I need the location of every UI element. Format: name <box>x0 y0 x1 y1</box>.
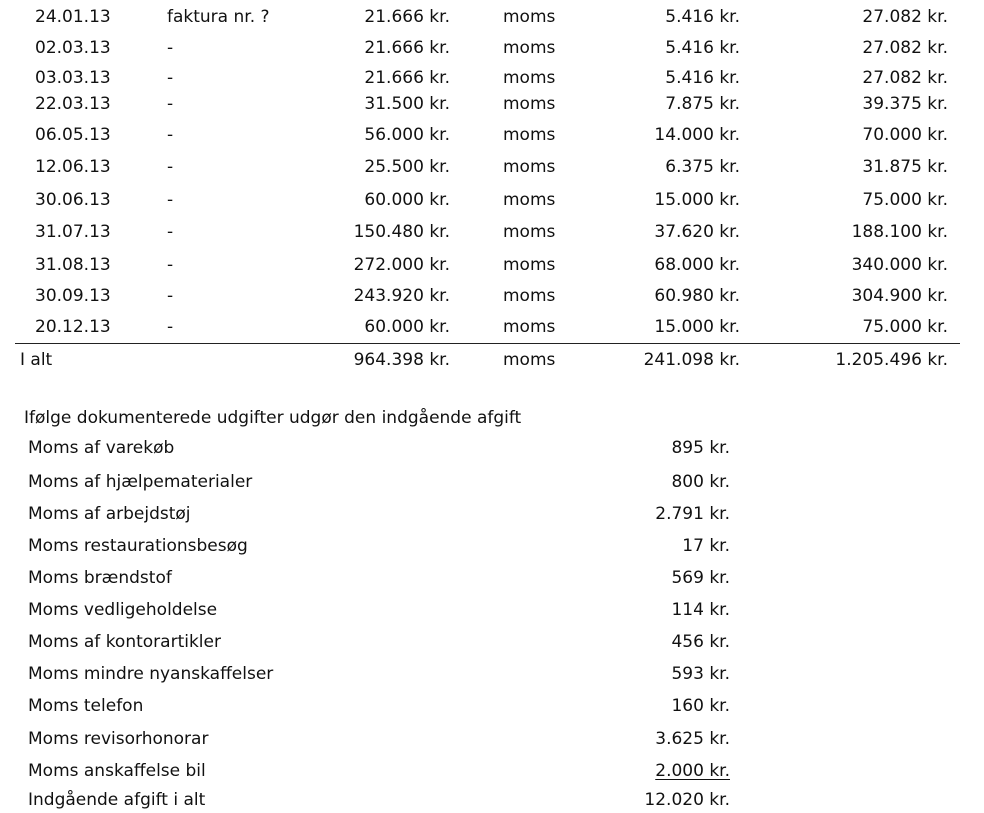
invoice-reference: - <box>167 286 174 306</box>
invoice-reference: - <box>167 255 174 275</box>
invoice-row <box>0 65 984 91</box>
invoice-date: 31.08.13 <box>35 255 111 275</box>
expense-row <box>0 661 984 687</box>
expense-amount: 456 kr. <box>671 632 730 652</box>
invoice-amount: 21.666 kr. <box>364 7 450 27</box>
invoice-date: 02.03.13 <box>35 38 111 58</box>
invoice-total: 75.000 kr. <box>862 317 948 337</box>
expense-row <box>0 597 984 623</box>
expense-amount: 2.000 kr. <box>655 761 730 781</box>
invoice-reference: - <box>167 125 174 145</box>
invoice-row <box>0 4 984 30</box>
invoice-amount: 21.666 kr. <box>364 38 450 58</box>
expense-amount: 895 kr. <box>671 438 730 458</box>
total-amount: 964.398 kr. <box>353 350 450 370</box>
expense-row <box>0 629 984 655</box>
invoice-total: 70.000 kr. <box>862 125 948 145</box>
invoice-date: 03.03.13 <box>35 68 111 88</box>
expense-label: Moms mindre nyanskaffelser <box>28 664 274 684</box>
invoice-row <box>0 91 984 117</box>
invoice-total: 27.082 kr. <box>862 7 948 27</box>
invoice-reference: faktura nr. ? <box>167 7 270 27</box>
expense-amount: 2.791 kr. <box>655 504 730 524</box>
expense-amount: 17 kr. <box>682 536 730 556</box>
expense-amount: 3.625 kr. <box>655 729 730 749</box>
invoice-date: 24.01.13 <box>35 7 111 27</box>
expense-label: Moms revisorhonorar <box>28 729 209 749</box>
invoice-moms-label: moms <box>503 68 556 88</box>
expense-amount: 114 kr. <box>671 600 730 620</box>
invoice-amount: 150.480 kr. <box>353 222 450 242</box>
total-moms-label: moms <box>503 350 556 370</box>
invoice-moms-label: moms <box>503 255 556 275</box>
invoice-moms-label: moms <box>503 38 556 58</box>
expense-label: Moms af varekøb <box>28 438 175 458</box>
invoice-moms-label: moms <box>503 286 556 306</box>
invoice-amount: 56.000 kr. <box>364 125 450 145</box>
invoice-amount: 272.000 kr. <box>353 255 450 275</box>
expense-amount: 593 kr. <box>671 664 730 684</box>
expense-label: Moms vedligeholdelse <box>28 600 218 620</box>
invoice-vat: 5.416 kr. <box>665 68 740 88</box>
invoice-total: 304.900 kr. <box>851 286 948 306</box>
grand-total: 1.205.496 kr. <box>835 350 948 370</box>
invoice-vat: 60.980 kr. <box>654 286 740 306</box>
invoice-total: 75.000 kr. <box>862 190 948 210</box>
invoice-vat: 14.000 kr. <box>654 125 740 145</box>
invoice-moms-label: moms <box>503 190 556 210</box>
invoice-amount: 243.920 kr. <box>353 286 450 306</box>
expense-label: Moms restaurationsbesøg <box>28 536 248 556</box>
invoice-moms-label: moms <box>503 222 556 242</box>
invoice-row <box>0 283 984 309</box>
expense-amount: 800 kr. <box>671 472 730 492</box>
invoice-vat: 5.416 kr. <box>665 7 740 27</box>
expense-row <box>0 565 984 591</box>
invoice-total: 27.082 kr. <box>862 38 948 58</box>
invoice-amount: 60.000 kr. <box>364 190 450 210</box>
expense-row <box>0 758 984 784</box>
expense-row <box>0 501 984 527</box>
invoice-total: 340.000 kr. <box>851 255 948 275</box>
invoice-amount: 31.500 kr. <box>364 94 450 114</box>
invoice-total-row <box>0 347 984 373</box>
invoice-reference: - <box>167 317 174 337</box>
input-vat-total-label: Indgående afgift i alt <box>28 790 206 810</box>
expense-row <box>0 693 984 719</box>
total-vat: 241.098 kr. <box>643 350 740 370</box>
invoice-vat: 37.620 kr. <box>654 222 740 242</box>
expense-row <box>0 726 984 752</box>
invoice-reference: - <box>167 222 174 242</box>
expense-label: Moms af hjælpematerialer <box>28 472 253 492</box>
invoice-row <box>0 252 984 278</box>
invoice-vat: 15.000 kr. <box>654 190 740 210</box>
invoice-amount: 21.666 kr. <box>364 68 450 88</box>
invoice-total: 39.375 kr. <box>862 94 948 114</box>
invoice-vat: 7.875 kr. <box>665 94 740 114</box>
total-label: I alt <box>20 350 53 370</box>
expense-amount: 160 kr. <box>671 696 730 716</box>
invoice-date: 31.07.13 <box>35 222 111 242</box>
invoice-row <box>0 219 984 245</box>
expense-amount: 569 kr. <box>671 568 730 588</box>
invoice-reference: - <box>167 68 174 88</box>
invoice-date: 06.05.13 <box>35 125 111 145</box>
expense-row <box>0 435 984 461</box>
invoice-row <box>0 314 984 340</box>
invoice-date: 30.09.13 <box>35 286 111 306</box>
input-vat-total-row <box>0 787 984 813</box>
invoice-total: 31.875 kr. <box>862 157 948 177</box>
invoice-moms-label: moms <box>503 125 556 145</box>
invoice-reference: - <box>167 190 174 210</box>
input-vat-total-amount: 12.020 kr. <box>644 790 730 810</box>
invoice-total: 188.100 kr. <box>851 222 948 242</box>
invoice-moms-label: moms <box>503 317 556 337</box>
expense-row <box>0 533 984 559</box>
invoice-amount: 60.000 kr. <box>364 317 450 337</box>
expense-label: Moms af arbejdstøj <box>28 504 191 524</box>
invoice-amount: 25.500 kr. <box>364 157 450 177</box>
invoice-moms-label: moms <box>503 94 556 114</box>
expense-label: Moms anskaffelse bil <box>28 761 206 781</box>
input-vat-heading: Ifølge dokumenterede udgifter udgør den indgående afgift <box>24 408 522 428</box>
invoice-row <box>0 122 984 148</box>
invoice-total: 27.082 kr. <box>862 68 948 88</box>
invoice-date: 30.06.13 <box>35 190 111 210</box>
invoice-date: 22.03.13 <box>35 94 111 114</box>
invoice-row <box>0 154 984 180</box>
total-divider-line <box>15 343 960 344</box>
expense-label: Moms af kontorartikler <box>28 632 221 652</box>
invoice-vat: 5.416 kr. <box>665 38 740 58</box>
expense-row <box>0 469 984 495</box>
invoice-moms-label: moms <box>503 157 556 177</box>
expense-label: Moms brændstof <box>28 568 172 588</box>
invoice-row <box>0 187 984 213</box>
invoice-reference: - <box>167 38 174 58</box>
invoice-row <box>0 35 984 61</box>
invoice-reference: - <box>167 94 174 114</box>
invoice-reference: - <box>167 157 174 177</box>
invoice-vat: 68.000 kr. <box>654 255 740 275</box>
invoice-date: 20.12.13 <box>35 317 111 337</box>
invoice-vat: 15.000 kr. <box>654 317 740 337</box>
invoice-date: 12.06.13 <box>35 157 111 177</box>
invoice-moms-label: moms <box>503 7 556 27</box>
invoice-vat: 6.375 kr. <box>665 157 740 177</box>
expense-label: Moms telefon <box>28 696 144 716</box>
